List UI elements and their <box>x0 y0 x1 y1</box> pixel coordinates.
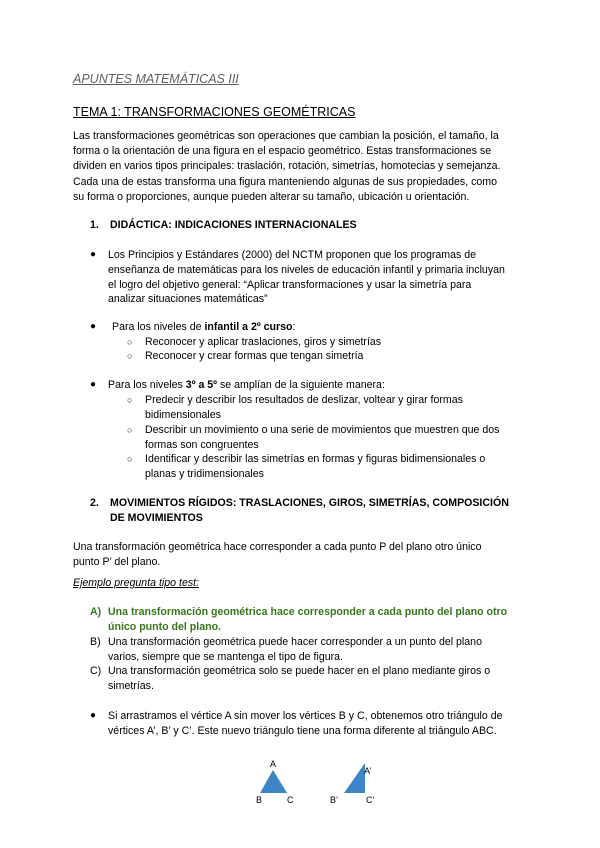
bullet-text <box>112 320 295 335</box>
option-letter: B) <box>90 636 101 648</box>
text-line: Identificar y describir las simetrías en formas y figuras bidimensionales o <box>145 453 486 465</box>
bullet-text <box>108 248 538 307</box>
bullet-text <box>145 423 499 453</box>
bullet-dot-icon: ● <box>90 321 97 332</box>
text-line: Una transformación geométrica puede hacer corresponder a un punto del plano <box>108 636 482 648</box>
text-line: el logro del objetivo general: “Aplicar transformaciones y usar la simetría para <box>108 278 472 291</box>
circle-bullet-icon: ○ <box>127 351 133 361</box>
text-line: formas son congruentes <box>145 438 259 451</box>
text-line: su forma o proporciones, aunque pueden alterar su tamaño, ubicación u orientación. <box>73 190 470 203</box>
option-text <box>108 635 482 665</box>
circle-bullet-icon: ○ <box>127 337 133 347</box>
triangles-figure <box>248 755 388 815</box>
text-line: forma o la orientación de una figura en el espacio geométrico. Estas transformaciones se <box>73 145 492 158</box>
option-letter: C) <box>90 665 102 677</box>
vertex-label-c: C <box>287 795 294 805</box>
text-line: Las transformaciones geométricas son operaciones que cambian la posición, el tamaño, la <box>73 130 499 142</box>
bullet-text <box>145 393 463 423</box>
option-text <box>108 664 490 694</box>
vertex-label-a: A <box>270 759 277 769</box>
text-span: Para los niveles <box>108 379 186 391</box>
vertex-label-b: B <box>256 795 263 805</box>
text-line: Una transformación geométrica solo se puede hacer en el plano mediante giros o <box>108 665 491 677</box>
text-line: vértices A’, B’ y C’. Este nuevo triángulo tiene una forma diferente al triángulo ABC. <box>108 724 497 737</box>
bullet-dot-icon: ● <box>90 249 97 260</box>
section-title <box>110 496 509 526</box>
example-label: Ejemplo pregunta tipo test: <box>73 577 200 589</box>
bold-text: infantil a 2º curso <box>204 321 293 333</box>
triangle-abc <box>260 770 287 793</box>
document-header: APUNTES MATEMÁTICAS III <box>73 72 239 86</box>
bullet-text <box>145 452 485 482</box>
text-line: DE MOVIMIENTOS <box>110 512 203 524</box>
bullet-text: Reconocer y aplicar traslaciones, giros y simetrías <box>145 336 382 348</box>
text-line: Si arrastramos el vértice A sin mover los vértices B y C, obtenemos otro triángulo de <box>108 710 503 722</box>
text-line: enseñanza de matemáticas para los niveles de educación infantil y primaria incluyan <box>108 263 505 276</box>
bullet-text <box>108 378 385 393</box>
circle-bullet-icon: ○ <box>127 454 133 464</box>
bold-text: 3º a 5º <box>185 379 218 391</box>
text-line: dividen en varios tipos principales: traslación, rotación, simetrías, homotecias y semejanza. <box>73 160 501 173</box>
page-title: TEMA 1: TRANSFORMACIONES GEOMÉTRICAS <box>73 105 356 119</box>
section-number: 1. <box>90 219 99 231</box>
circle-bullet-icon: ○ <box>127 395 133 405</box>
section-title: DIDÁCTICA: INDICACIONES INTERNACIONALES <box>110 219 357 231</box>
text-line: Una transformación geométrica hace corresponder a cada punto P del plano otro único <box>73 541 482 553</box>
vertex-label-b-prime: B’ <box>330 795 339 805</box>
text-line: Los Principios y Estándares (2000) del NCTM proponen que los programas de <box>108 249 477 261</box>
text-line: Una transformación geométrica hace corresponder a cada punto del plano otro <box>108 606 508 618</box>
section-number: 2. <box>90 497 99 509</box>
text-line: varios, siempre que se mantenga el tipo de figura. <box>108 650 343 663</box>
intro-paragraph <box>73 129 533 205</box>
text-line: Cada una de estas transforma una figura manteniendo algunas de sus propiedades, como <box>73 175 498 188</box>
section-2-paragraph <box>73 540 533 570</box>
text-line: simetrías. <box>108 679 154 692</box>
option-letter: A) <box>90 606 102 618</box>
text-line: único punto del plano. <box>108 620 221 633</box>
vertex-label-a-prime: A’ <box>364 766 372 776</box>
bullet-text <box>108 709 503 739</box>
bullet-text: Reconocer y crear formas que tengan simetría <box>145 350 364 362</box>
text-span: se amplían de la siguiente manera: <box>217 379 385 391</box>
bullet-dot-icon: ● <box>90 710 97 721</box>
vertex-label-c-prime: C’ <box>366 795 375 805</box>
text-line: punto P’ del plano. <box>73 556 161 569</box>
option-text <box>108 605 507 635</box>
text-line: MOVIMIENTOS RÍGIDOS: TRASLACIONES, GIROS, SIMETRÍAS, COMPOSICIÓN <box>110 497 509 509</box>
triangle-abc-prime <box>344 763 365 793</box>
text-line: Describir un movimiento o una serie de movimientos que muestren que dos <box>145 424 500 436</box>
bullet-dot-icon: ● <box>90 379 97 390</box>
text-line: analizar situaciones matemáticas” <box>108 293 268 306</box>
text-line: bidimensionales <box>145 408 221 421</box>
text-line: Predecir y describir los resultados de deslizar, voltear y girar formas <box>145 394 463 406</box>
circle-bullet-icon: ○ <box>127 425 133 435</box>
text-span: Para los niveles de <box>112 321 205 333</box>
text-span: : <box>292 321 296 333</box>
text-line: planas y tridimensionales <box>145 467 264 480</box>
